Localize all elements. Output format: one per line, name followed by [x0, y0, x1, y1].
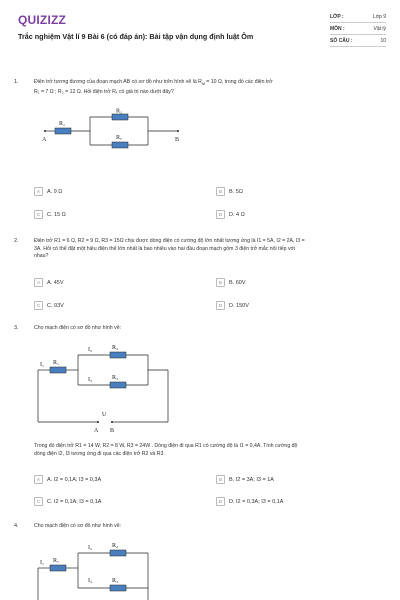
question-number: 2. [14, 238, 19, 244]
question-number: 1. [14, 79, 19, 85]
question-text-line: R₁ = 7 Ω ; R₂ = 12 Ω. Hỏi điện trở Rₓ có giá trị nào dưới đây? [34, 88, 174, 95]
option-b[interactable] [216, 187, 243, 196]
option-d[interactable] [216, 210, 245, 219]
meta-key: MÔN : [330, 25, 345, 32]
option-a[interactable] [34, 475, 101, 484]
meta-value: 10 [380, 37, 386, 44]
question-3-text: Cho mạch điện có sơ đồ như hình vẽ: [34, 325, 122, 331]
meta-value: Vật lý [373, 25, 386, 32]
meta-row-class [330, 11, 386, 23]
i3-label: I₃ [88, 578, 93, 584]
i1-label: I₁ [40, 560, 45, 566]
option-letter-box: D [216, 497, 225, 506]
r2-label: R₂ [116, 108, 123, 115]
option-letter-box: C [34, 301, 43, 310]
r2-label: R₂ [112, 543, 119, 549]
option-text: B. 5Ω [229, 188, 243, 195]
option-a[interactable] [34, 278, 64, 287]
i2-label: I₂ [88, 545, 93, 551]
option-letter-box: C [34, 497, 43, 506]
option-text: C. 15 Ω [47, 211, 66, 218]
question-number: 3. [14, 325, 19, 331]
r3-label: R₃ [112, 375, 119, 381]
circuit-diagram-q1 [40, 108, 190, 153]
meta-key: LỚP : [330, 13, 344, 20]
option-letter-box: B [216, 187, 225, 196]
option-text: D. I2 = 0,3A; I3 = 0,1A [229, 498, 284, 505]
r1-label: R₁ [53, 558, 60, 564]
r3-label: R₃ [112, 578, 119, 584]
r2-label: R₂ [112, 345, 119, 351]
meta-value: Lớp 9 [372, 13, 386, 20]
option-letter-box: C [34, 210, 43, 219]
option-b[interactable] [216, 475, 274, 484]
node-a-label: A [94, 428, 99, 434]
option-d[interactable] [216, 301, 249, 310]
meta-row-subject [330, 23, 386, 35]
question-1-text [34, 79, 389, 96]
i2-label: I₂ [88, 347, 93, 353]
question-3-text-cont [34, 443, 389, 458]
meta-key: SỐ CÂU : [330, 37, 353, 44]
option-text: D. 150V [229, 302, 249, 309]
i3-label: I₃ [88, 377, 93, 383]
meta-table [330, 11, 386, 47]
question-text-tail: = 10 Ω, trong đó các điện trở [206, 79, 273, 85]
quizizz-logo: QUIZIZZ [18, 13, 67, 27]
option-d[interactable] [216, 497, 283, 506]
question-text-line: Điện trở R1 = 6 Ω, R2 = 9 Ω, R3 = 15Ω chịu được dòng điện có cường độ lớn nhất tương ứng là I1 = 5A, I2 = 2A, I3 = [34, 238, 305, 244]
option-text: A. I2 = 0,1A; I3 = 0,3A [47, 476, 102, 483]
r1-label: R₁ [59, 121, 66, 127]
question-text-line: 3A. Hỏi có thể đặt một hiệu điện thế lớn nhất là bao nhiêu vào hai đầu đoạn mạch gồm 3 điện trở mắc nối tiếp với [34, 245, 296, 252]
question-number: 4. [14, 523, 19, 529]
option-c[interactable] [34, 301, 64, 310]
node-b-label: B [175, 137, 180, 143]
page-title: Trắc nghiệm Vật lí 9 Bài 6 (có đáp án): Bài tập vận dụng định luật Ôm [18, 32, 254, 41]
option-letter-box: A [34, 187, 43, 196]
option-text: C. I2 = 0,1A; I3 = 0,1A [47, 498, 102, 505]
option-text: A. 45V [47, 279, 64, 286]
option-letter-box: D [216, 301, 225, 310]
i1-label: I₁ [40, 362, 45, 368]
voltage-label: U [102, 412, 107, 418]
meta-row-count [330, 35, 386, 47]
question-text-line: dòng điện I2, I3 tương ứng đi qua các điện trở R2 và R3. [34, 450, 165, 457]
option-letter-box: A [34, 278, 43, 287]
node-b-label: B [110, 428, 115, 434]
r1-label: R₁ [53, 360, 60, 366]
option-text: B. I2 = 3A; I3 = 1A [229, 476, 274, 483]
option-letter-box: B [216, 475, 225, 484]
node-a-label: A [42, 137, 47, 143]
option-letter-box: B [216, 278, 225, 287]
option-text: B. 60V [229, 279, 246, 286]
option-text: D. 4 Ω [229, 211, 245, 218]
option-text: C. 93V [47, 302, 64, 309]
option-text: A. 9 Ω [47, 188, 63, 195]
rx-label: Rₓ [116, 135, 122, 141]
question-text-line: Trong đó điện trở R1 = 14 W, R2 = 8 W, R3 = 24W . Dòng điện đi qua R1 có cường độ là I1 = 0,4A. Tính cường độ [34, 443, 298, 449]
circuit-diagram-q3 [30, 340, 180, 440]
option-a[interactable] [34, 187, 62, 196]
question-text-line: Điện trở tương đương của đoạn mạch AB có sơ đồ như trên hình vẽ là R [34, 79, 202, 85]
option-c[interactable] [34, 497, 101, 506]
rtd-subscript: tđ [201, 82, 205, 87]
option-c[interactable] [34, 210, 66, 219]
option-b[interactable] [216, 278, 246, 287]
option-letter-box: A [34, 475, 43, 484]
question-4-text: Cho mạch điện có sơ đồ như hình vẽ: [34, 523, 122, 529]
option-letter-box: D [216, 210, 225, 219]
question-text-line: nhau? [34, 253, 49, 259]
circuit-diagram-q4 [30, 538, 180, 600]
question-2-text [34, 238, 389, 261]
